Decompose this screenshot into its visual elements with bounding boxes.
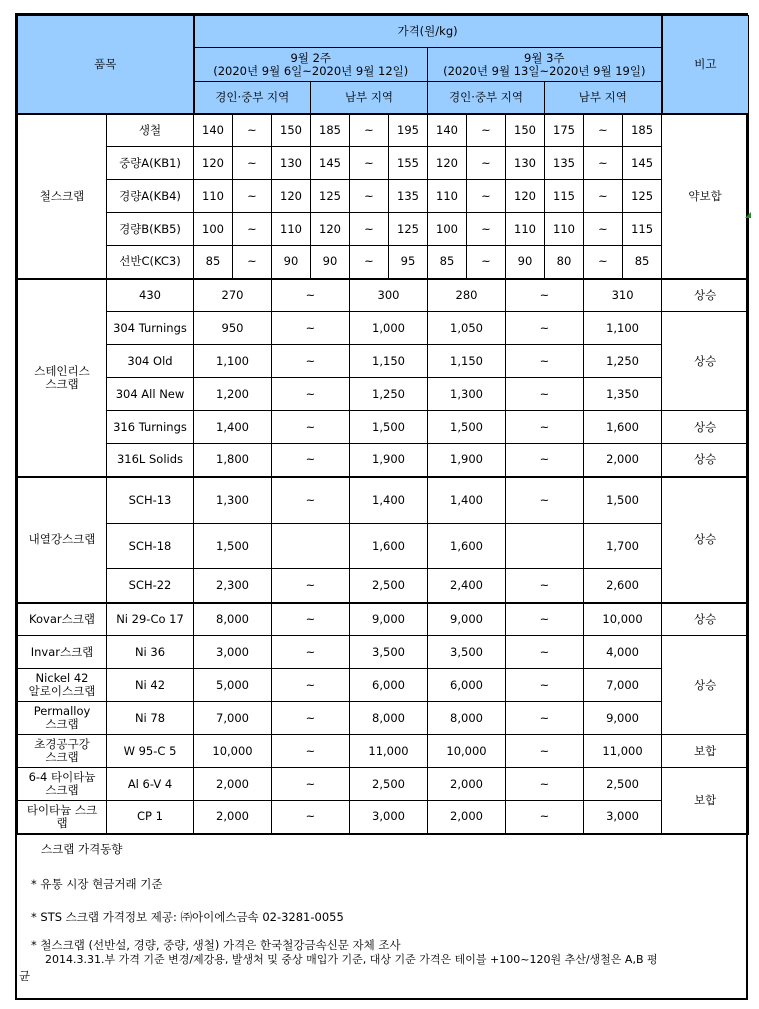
price-high: 110 <box>506 213 545 246</box>
tilde: ~ <box>233 246 272 279</box>
tilde: ~ <box>506 345 584 378</box>
price-high: 1,600 <box>350 524 428 569</box>
price-high: 3,500 <box>350 636 428 669</box>
price-high: 1,350 <box>584 378 662 411</box>
price-low: 2,300 <box>194 569 272 603</box>
tilde: ~ <box>272 444 350 477</box>
table-row <box>18 279 749 312</box>
item-name: W 95-C 5 <box>107 735 194 768</box>
tilde: ~ <box>506 801 584 834</box>
table-row <box>18 603 749 636</box>
category-line: Nickel 42 <box>35 671 89 685</box>
category-line: 랩 <box>56 815 68 830</box>
tilde: ~ <box>467 114 506 147</box>
price-low: 270 <box>194 279 272 312</box>
table-row <box>18 312 749 345</box>
note-iron-survey: * 철스크랩 (선반설, 경량, 중량, 생철) 가격은 한국철강금속신문 자체 조사 <box>31 938 401 952</box>
tilde: ~ <box>467 246 506 279</box>
tilde: ~ <box>272 801 350 834</box>
tilde-empty <box>506 524 584 569</box>
item-name: 304 Old <box>107 345 194 378</box>
item-name: SCH-13 <box>107 477 194 524</box>
price-high: 195 <box>389 114 428 147</box>
item-name: Al 6-V 4 <box>107 768 194 801</box>
price-high: 300 <box>350 279 428 312</box>
category-line: 스크랩 <box>45 750 79 764</box>
price-high: 1,700 <box>584 524 662 569</box>
price-low: 1,400 <box>194 411 272 444</box>
tilde: ~ <box>350 246 389 279</box>
table-row <box>18 636 749 669</box>
header-week1 <box>194 48 428 82</box>
category-iron: 철스크랩 <box>18 114 107 279</box>
tilde: ~ <box>506 569 584 603</box>
price-high: 1,000 <box>350 312 428 345</box>
category-line: 스크랩 <box>45 376 79 391</box>
tilde: ~ <box>272 411 350 444</box>
price-high: 7,000 <box>584 669 662 702</box>
price-low: 145 <box>311 147 350 180</box>
tilde: ~ <box>467 213 506 246</box>
table-row <box>18 444 749 477</box>
price-high: 120 <box>272 180 311 213</box>
tilde: ~ <box>350 147 389 180</box>
item-name: 생철 <box>107 114 194 147</box>
price-high: 125 <box>389 213 428 246</box>
header-remarks: 비고 <box>662 16 749 114</box>
week1-range: (2020년 9월 6일~2020년 9월 12일) <box>213 63 409 78</box>
price-low: 85 <box>428 246 467 279</box>
item-name: 중량A(KB1) <box>107 147 194 180</box>
category-nickel42 <box>18 669 107 702</box>
price-low: 100 <box>194 213 233 246</box>
table-row <box>18 702 749 735</box>
price-high: 10,000 <box>584 603 662 636</box>
price-high: 3,000 <box>350 801 428 834</box>
table-row <box>18 801 749 834</box>
category-invar: Invar스크랩 <box>18 636 107 669</box>
item-name: CP 1 <box>107 801 194 834</box>
week2-range: (2020년 9월 13일~2020년 9월 19일) <box>443 63 646 78</box>
price-low: 1,400 <box>428 477 506 524</box>
category-line: 스크랩 <box>45 783 79 797</box>
price-table <box>17 15 749 835</box>
tilde: ~ <box>506 636 584 669</box>
tilde: ~ <box>272 312 350 345</box>
tilde: ~ <box>233 147 272 180</box>
price-low: 3,500 <box>428 636 506 669</box>
category-carbide <box>18 735 107 768</box>
price-low: 80 <box>545 246 584 279</box>
table-row <box>18 524 749 569</box>
table-row <box>18 735 749 768</box>
price-low: 2,000 <box>194 768 272 801</box>
price-low: 120 <box>428 147 467 180</box>
price-high: 6,000 <box>350 669 428 702</box>
price-low: 100 <box>428 213 467 246</box>
price-low: 1,100 <box>194 345 272 378</box>
price-low: 110 <box>194 180 233 213</box>
tilde: ~ <box>506 411 584 444</box>
category-line: 초경공구강 <box>34 737 90 751</box>
remark-iron: 약보합 <box>662 114 749 279</box>
cell-comment-marker <box>745 212 751 218</box>
price-high: 310 <box>584 279 662 312</box>
tilde: ~ <box>233 114 272 147</box>
week1-title: 9월 2주 <box>290 50 331 65</box>
tilde: ~ <box>467 147 506 180</box>
price-low: 1,500 <box>428 411 506 444</box>
tilde: ~ <box>272 477 350 524</box>
tilde: ~ <box>584 180 623 213</box>
tilde: ~ <box>506 477 584 524</box>
tilde: ~ <box>506 279 584 312</box>
tilde: ~ <box>584 114 623 147</box>
price-low: 185 <box>311 114 350 147</box>
price-low: 135 <box>545 147 584 180</box>
tilde: ~ <box>584 213 623 246</box>
category-stainless <box>18 279 107 477</box>
price-high: 115 <box>623 213 662 246</box>
week1-region-a: 경인·중부 지역 <box>194 82 311 114</box>
tilde-empty <box>272 524 350 569</box>
header-price: 가격(원/kg) <box>194 16 662 48</box>
price-high: 1,100 <box>584 312 662 345</box>
price-low: 10,000 <box>428 735 506 768</box>
remark-heat: 상승 <box>662 477 749 603</box>
item-name: 430 <box>107 279 194 312</box>
price-high: 145 <box>623 147 662 180</box>
price-high: 9,000 <box>350 603 428 636</box>
table-row <box>18 246 749 279</box>
price-low: 5,000 <box>194 669 272 702</box>
price-low: 1,300 <box>194 477 272 524</box>
price-high: 1,250 <box>350 378 428 411</box>
tilde: ~ <box>272 669 350 702</box>
price-low: 9,000 <box>428 603 506 636</box>
category-ti64 <box>18 768 107 801</box>
price-high: 2,000 <box>584 444 662 477</box>
table-row <box>18 114 749 147</box>
price-low: 2,400 <box>428 569 506 603</box>
price-high: 1,250 <box>584 345 662 378</box>
week1-region-b: 남부 지역 <box>311 82 428 114</box>
price-low: 1,050 <box>428 312 506 345</box>
category-permalloy <box>18 702 107 735</box>
price-high: 4,000 <box>584 636 662 669</box>
remark: 보합 <box>662 768 749 834</box>
remark: 상승 <box>662 312 749 411</box>
item-name: 선반C(KC3) <box>107 246 194 279</box>
price-high: 110 <box>272 213 311 246</box>
price-low: 2,000 <box>194 801 272 834</box>
tilde: ~ <box>272 735 350 768</box>
price-high: 2,500 <box>350 569 428 603</box>
tilde: ~ <box>272 378 350 411</box>
remark: 상승 <box>662 603 749 636</box>
tilde: ~ <box>272 345 350 378</box>
note-price-basis-cont: 균 <box>19 969 31 983</box>
category-line: 스테인리스 <box>34 363 90 378</box>
header-item: 품목 <box>18 16 194 114</box>
category-line: 스크랩 <box>45 717 79 731</box>
tilde: ~ <box>506 378 584 411</box>
price-low: 110 <box>545 213 584 246</box>
price-high: 11,000 <box>350 735 428 768</box>
price-low: 6,000 <box>428 669 506 702</box>
price-low: 85 <box>194 246 233 279</box>
tilde: ~ <box>272 768 350 801</box>
price-high: 1,500 <box>350 411 428 444</box>
table-row <box>18 147 749 180</box>
item-name: 304 All New <box>107 378 194 411</box>
price-low: 120 <box>311 213 350 246</box>
price-high: 90 <box>506 246 545 279</box>
note-price-basis: 2014.3.31.부 가격 기준 변경/제강용, 발생처 및 중상 매입가 기준, 대상 기준 가격은 테이블 +100~120원 추산/생철은 A,B 평 <box>45 953 658 966</box>
item-name: SCH-18 <box>107 524 194 569</box>
tilde: ~ <box>506 702 584 735</box>
price-high: 150 <box>506 114 545 147</box>
tilde: ~ <box>506 669 584 702</box>
price-high: 90 <box>272 246 311 279</box>
item-name: 경량B(KB5) <box>107 213 194 246</box>
tilde: ~ <box>272 636 350 669</box>
price-high: 85 <box>623 246 662 279</box>
table-row <box>18 378 749 411</box>
price-low: 1,300 <box>428 378 506 411</box>
table-row <box>18 477 749 524</box>
item-name: Ni 78 <box>107 702 194 735</box>
remark: 보합 <box>662 735 749 768</box>
table-row <box>18 213 749 246</box>
price-low: 90 <box>311 246 350 279</box>
price-high: 1,900 <box>350 444 428 477</box>
week2-region-a: 경인·중부 지역 <box>428 82 545 114</box>
price-high: 3,000 <box>584 801 662 834</box>
price-low: 1,150 <box>428 345 506 378</box>
category-kovar: Kovar스크랩 <box>18 603 107 636</box>
header-week2 <box>428 48 662 82</box>
item-name: 316 Turnings <box>107 411 194 444</box>
price-high: 11,000 <box>584 735 662 768</box>
week2-region-b: 남부 지역 <box>545 82 662 114</box>
remark: 상승 <box>662 444 749 477</box>
price-high: 130 <box>272 147 311 180</box>
table-row <box>18 669 749 702</box>
price-high: 150 <box>272 114 311 147</box>
tilde: ~ <box>350 180 389 213</box>
price-high: 130 <box>506 147 545 180</box>
price-low: 115 <box>545 180 584 213</box>
price-low: 2,000 <box>428 768 506 801</box>
price-low: 2,000 <box>428 801 506 834</box>
tilde: ~ <box>467 180 506 213</box>
price-high: 125 <box>623 180 662 213</box>
tilde: ~ <box>272 702 350 735</box>
price-high: 2,500 <box>350 768 428 801</box>
note-sts-source: * STS 스크랩 가격정보 제공: ㈜아이에스금속 02-3281-0055 <box>31 910 344 924</box>
tilde: ~ <box>506 768 584 801</box>
remark: 상승 <box>662 636 749 735</box>
tilde: ~ <box>584 246 623 279</box>
item-name: SCH-22 <box>107 569 194 603</box>
price-high: 1,400 <box>350 477 428 524</box>
price-low: 10,000 <box>194 735 272 768</box>
item-name: Ni 36 <box>107 636 194 669</box>
price-high: 1,150 <box>350 345 428 378</box>
tilde: ~ <box>233 180 272 213</box>
tilde: ~ <box>506 603 584 636</box>
price-high: 155 <box>389 147 428 180</box>
tilde: ~ <box>272 569 350 603</box>
price-high: 185 <box>623 114 662 147</box>
category-heat: 내열강스크랩 <box>18 477 107 603</box>
price-high: 95 <box>389 246 428 279</box>
notes-title: 스크랩 가격동향 <box>41 842 123 856</box>
price-high: 9,000 <box>584 702 662 735</box>
price-high: 135 <box>389 180 428 213</box>
price-low: 950 <box>194 312 272 345</box>
price-low: 3,000 <box>194 636 272 669</box>
price-low: 1,800 <box>194 444 272 477</box>
remark: 상승 <box>662 411 749 444</box>
price-low: 175 <box>545 114 584 147</box>
price-low: 140 <box>428 114 467 147</box>
tilde: ~ <box>506 312 584 345</box>
tilde: ~ <box>584 147 623 180</box>
price-low: 120 <box>194 147 233 180</box>
item-name: Ni 42 <box>107 669 194 702</box>
price-high: 1,600 <box>584 411 662 444</box>
category-line: 타이타늄 스크 <box>26 802 98 817</box>
item-name: Ni 29-Co 17 <box>107 603 194 636</box>
table-row <box>18 345 749 378</box>
item-name: 304 Turnings <box>107 312 194 345</box>
price-low: 110 <box>428 180 467 213</box>
table-row <box>18 411 749 444</box>
week2-title: 9월 3주 <box>524 50 565 65</box>
price-low: 1,900 <box>428 444 506 477</box>
tilde: ~ <box>506 735 584 768</box>
price-low: 1,500 <box>194 524 272 569</box>
item-name: 316L Solids <box>107 444 194 477</box>
remark: 상승 <box>662 279 749 312</box>
category-line: Permalloy <box>33 704 91 718</box>
table-row <box>18 768 749 801</box>
price-low: 140 <box>194 114 233 147</box>
price-low: 1,600 <box>428 524 506 569</box>
category-line: 6-4 타이타늄 <box>28 770 96 784</box>
tilde: ~ <box>506 444 584 477</box>
price-high: 2,600 <box>584 569 662 603</box>
price-low: 7,000 <box>194 702 272 735</box>
tilde: ~ <box>350 114 389 147</box>
tilde: ~ <box>350 213 389 246</box>
tilde: ~ <box>233 213 272 246</box>
price-low: 8,000 <box>428 702 506 735</box>
price-low: 125 <box>311 180 350 213</box>
item-name: 경량A(KB4) <box>107 180 194 213</box>
price-high: 8,000 <box>350 702 428 735</box>
price-low: 1,200 <box>194 378 272 411</box>
price-low: 280 <box>428 279 506 312</box>
category-line: 알로이스크랩 <box>28 684 96 698</box>
table-row <box>18 180 749 213</box>
price-high: 1,500 <box>584 477 662 524</box>
note-cash: * 유통 시장 현금거래 기준 <box>31 877 163 891</box>
price-high: 120 <box>506 180 545 213</box>
price-report <box>15 13 748 1000</box>
price-low: 8,000 <box>194 603 272 636</box>
table-row <box>18 569 749 603</box>
tilde: ~ <box>272 279 350 312</box>
tilde: ~ <box>272 603 350 636</box>
price-high: 2,500 <box>584 768 662 801</box>
category-ti-cp <box>18 801 107 834</box>
